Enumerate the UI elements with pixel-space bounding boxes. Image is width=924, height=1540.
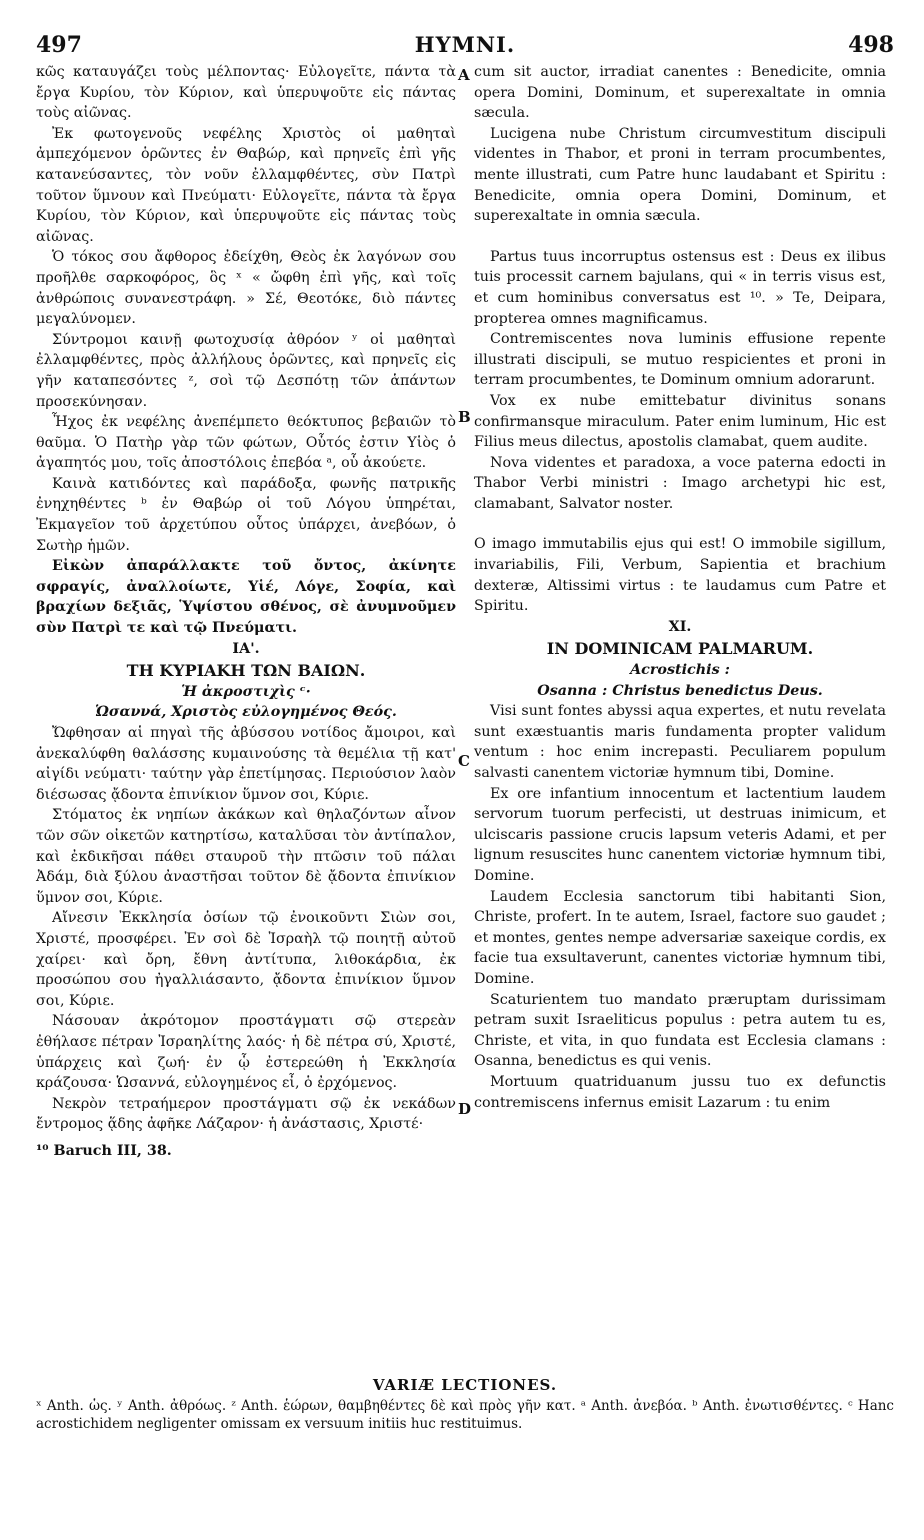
greek-paragraph: Νεκρὸν τετραήμερον προστάγματι σῷ ἐκ νεκάδων ἔντρομος ᾅδης ἀφῆκε Λάζαρον· ἡ ἀνάστασις, Χριστέ· [36, 1095, 456, 1133]
page-number-left: 497 [36, 32, 82, 58]
greek-paragraph: Ἦχος ἐκ νεφέλης ἀνεπέμπετο θεόκτυπος βεβαιῶν τὸ θαῦμα. Ὁ Πατὴρ γὰρ τῶν φώτων, Οὗτός ἐστιν Υἱὸς ὁ ἀγαπητός μου, τοῖς ἀποστόλοις ἐπεβόα ᵃ, οὗ ἀκούετε. [36, 414, 456, 472]
greek-acrostic-label: Ἡ ἀκροστιχὶς ᶜ· [181, 683, 311, 700]
column-marker-a: A [458, 66, 470, 84]
column-marker-d: D [458, 1100, 472, 1118]
greek-paragraph: κῶς καταυγάζει τοὺς μέλποντας· Εὐλογεῖτε, πάντα τὰ ἔργα Κυρίου, τὸν Κύριον, καὶ ὑπερυψοῦτε εἰς πάντας τοὺς αἰῶνας. [36, 64, 456, 122]
latin-paragraph: O imago immutabilis ejus qui est! O immobile sigillum, invariabilis, Fili, Verbum, Sapientia et brachium dexteræ, Altissimi virtus : te laudamus cum Patre et Spiritu. [474, 536, 886, 615]
latin-paragraph: Partus tuus incorruptus ostensus est : Deus ex ilibus tuis processit carnem bajulans, qui « in terris visus est, et cum hominibus conversatus est ¹⁰. » Te, Deipara, propterea omnes magnificamus. [474, 248, 886, 327]
latin-acrostic-label: Acrostichis : [630, 662, 730, 679]
greek-paragraph: Καινὰ κατιδόντες καὶ παράδοξα, φωνῆς πατρικῆς ἐνηχηθέντες ᵇ ἐν Θαβώρ οἱ τοῦ Λόγου ὑπηρέται, Ἐκμαγεῖον τοῦ ἀρχετύπου οὗτος ὑπάρχει, ἀνεβόων, ὁ Σωτὴρ ἡμῶν. [36, 475, 456, 554]
column-marker-c: C [458, 752, 470, 770]
variae-lectiones [36, 1376, 894, 1433]
latin-paragraph: Nova videntes et paradoxa, a voce paterna edocti in Thabor Verbi ministri : Imago archetypi hic est, clamabant, Salvator noster. [474, 454, 886, 512]
latin-hymn-number: XI. [668, 618, 692, 635]
latin-acrostic: Osanna : Christus benedictus Deus. [537, 682, 823, 699]
greek-column [36, 62, 456, 1161]
running-title: HYMNI. [414, 32, 516, 57]
greek-paragraph: Ὁ τόκος σου ἄφθορος ἐδείχθη, Θεὸς ἐκ λαγόνων σου προῆλθε σαρκοφόρος, ὃς ˣ « ὤφθη ἐπὶ γῆς, καὶ τοῖς ἀνθρώποις συνανεστράφη. » Σέ, Θεοτόκε, διὸ πάντες μεγαλύνομεν. [36, 249, 456, 328]
greek-paragraph: Αἴνεσιν Ἐκκλησία ὁσίων τῷ ἐνοικοῦντι Σιὼν σοι, Χριστέ, προσφέρει. Ἐν σοὶ δὲ Ἰσραὴλ τῷ ποιητῇ αὐτοῦ χαίρει· καὶ ὄρη, ἔθνη ἀντίτυπα, λιθοκάρδια, ἐκ προσώπου σου ἠγαλλιάσαντο, ᾄδοντα ἐπινίκιον ὕμνον σοι, Κύριε. [36, 910, 456, 1009]
greek-acrostic: Ὡσαννά, Χριστὸς εὐλογημένος Θεός. [95, 704, 397, 721]
latin-section-heading: IN DOMINICAM PALMARUM. [546, 639, 814, 659]
latin-paragraph: Scaturientem tuo mandato præruptam durissimam petram suxit Israeliticus populus : petra autem tu es, Christe, et vita, in quo fundata est Ecclesia clamans : Osanna, benedictus es qui venis. [474, 991, 886, 1070]
greek-hymn-number: ΙΑ'. [232, 640, 260, 657]
greek-paragraph: Νάσουαν ἀκρότομον προστάγματι σῷ στερεὰν ἐθήλασε πέτραν Ἰσραηλίτης λαός· ἡ δὲ πέτρα σύ, Χριστέ, ὑπάρχεις καὶ ζωή· ἐν ᾧ ἐστερεώθη ἡ Ἐκκλησία κράζουσα· Ὡσαννά, εὐλογημένος εἶ, ὁ ἐρχόμενος. [36, 1013, 456, 1092]
latin-paragraph: Mortuum quatriduanum jussu tuo ex defunctis contremiscens infernus emisit Lazarum : tu enim [474, 1073, 886, 1111]
latin-paragraph: cum sit auctor, irradiat canentes : Benedicite, omnia opera Domini, Dominum, et superexaltate in omnia sæcula. [474, 64, 886, 122]
greek-paragraph: Στόματος ἐκ νηπίων ἀκάκων καὶ θηλαζόντων αἶνον τῶν σῶν οἰκετῶν κατηρτίσω, καταλῦσαι τὸν ἀντίπαλον, καὶ ἐκδικῆσαι πάθει σταυροῦ τὴν πτῶσιν τοῦ πάλαι Ἀδάμ, διὰ ξύλου ἀναστῆσαι τοῦτον δὲ ᾄδοντα ἐπινίκιον ὕμνον σοι, Κύριε. [36, 807, 456, 906]
greek-section-heading: ΤΗ ΚΥΡΙΑΚΗ ΤΩΝ ΒΑΙΩΝ. [126, 661, 366, 681]
greek-paragraph: Εἰκὼν ἀπαράλλακτε τοῦ ὄντος, ἀκίνητε σφραγίς, ἀναλλοίωτε, Υἱέ, Λόγε, Σοφία, καὶ βραχίων δεξιᾶς, Ὑψίστου σθένος, σὲ ἀνυμνοῦμεν σὺν Πατρὶ τε καὶ τῷ Πνεύματι. [36, 558, 456, 637]
page-header [36, 32, 894, 62]
footnote: ¹⁰ Baruch III, 38. [36, 1142, 172, 1159]
latin-paragraph: Contremiscentes nova luminis effusione repente illustrati discipuli, se mutuo respicientes et proni in terram procumbentes, te Dominum omnium adorarunt. [474, 331, 886, 389]
latin-paragraph: Ex ore infantium innocentum et lactentium laudem servorum tuorum perfecisti, ut destruas inimicum, et ulciscaris passione crucis lapsum veteris Adami, et per lignum resuscites hunc canentem victoriæ hymnum tibi, Domine. [474, 785, 886, 884]
column-marker-b: B [458, 408, 471, 426]
latin-paragraph: Vox ex nube emittebatur divinitus sonans confirmansque miraculum. Pater enim luminum, Hic est Filius meus dilectus, apostolis clamabat, quem audite. [474, 392, 886, 451]
latin-column [474, 62, 886, 1113]
greek-paragraph: Σύντρομοι καινῇ φωτοχυσίᾳ ἀθρόον ʸ οἱ μαθηταὶ ἐλλαμφθέντες, πρὸς ἀλλήλους ὁρῶντες, καὶ πρηνεῖς εἰς γῆν καταπεσόντες ᶻ, σοὶ τῷ Δεσπότῃ τῶν ἁπάντων προσεκύνησαν. [36, 331, 456, 410]
greek-paragraph: Ὤφθησαν αἱ πηγαὶ τῆς ἀβύσσου νοτίδος ἄμοιροι, καὶ ἀνεκαλύφθη θαλάσσης κυμαινούσης τὰ θεμέλια τῇ κατ' αἰγίδι νεύματι· ταύτην γὰρ ἐπετίμησας. Περιούσιον λαὸν διέσωσας ᾄδοντα ἐπινίκιον ὕμνον σοι, Κύριε. [36, 725, 456, 803]
latin-paragraph: Lucigena nube Christum circumvestitum discipuli videntes in Thabor, et proni in terram procumbentes, mente illustrati, cum Patre hunc laudabant et Spiritu : Benedicite, omnia opera Domini, Dominum, et superexaltate in omnia sæcula. [474, 125, 886, 225]
latin-paragraph: Laudem Ecclesia sanctorum tibi habitanti Sion, Christe, profert. In te autem, Israel, factore suo gaudet ; et montes, gentes nempe adversariæ saxeique cordis, ex facie tua exsultaverunt, canentes victoriæ hymnum tibi, Domine. [474, 888, 886, 987]
greek-paragraph: Ἐκ φωτογενοῦς νεφέλης Χριστὸς οἱ μαθηταὶ ἀμπεχόμενον ὁρῶντες ἐν Θαβώρ, καὶ πρηνεῖς ἐπὶ γῆς κατανεύσαντες, τὸν νοῦν ἐλλαμφθέντες, σὺν Πατρὶ τοῦτον ὕμνουν καὶ Πνεύματι· Εὐλογεῖτε, πάντα τὰ ἔργα Κυρίου, τὸν Κύριον, καὶ ὑπερυψοῦτε εἰς πάντας τοὺς αἰῶνας. [36, 125, 456, 245]
variae-title: VARIÆ LECTIONES. [372, 1376, 558, 1394]
page-number-right: 498 [848, 32, 894, 58]
latin-paragraph: Visi sunt fontes abyssi aqua expertes, et nutu revelata sunt exæstuantis maris fundamenta propter validum ventum : hoc enim increpasti. Peculiarem populum salvasti canentem victoriæ hymnum tibi, Domine. [474, 703, 886, 781]
variae-text: ˣ Anth. ὡς. ʸ Anth. ἀθρόως. ᶻ Anth. ἑώρων, θαμβηθέντες δὲ καὶ πρὸς γῆν κατ. ᵃ Anth. ἀνεβόα. ᵇ Anth. ἐνωτισθέντες. ᶜ Hanc acrostichidem negligenter omissam ex versuum initiis huc restituimus. [36, 1398, 894, 1432]
